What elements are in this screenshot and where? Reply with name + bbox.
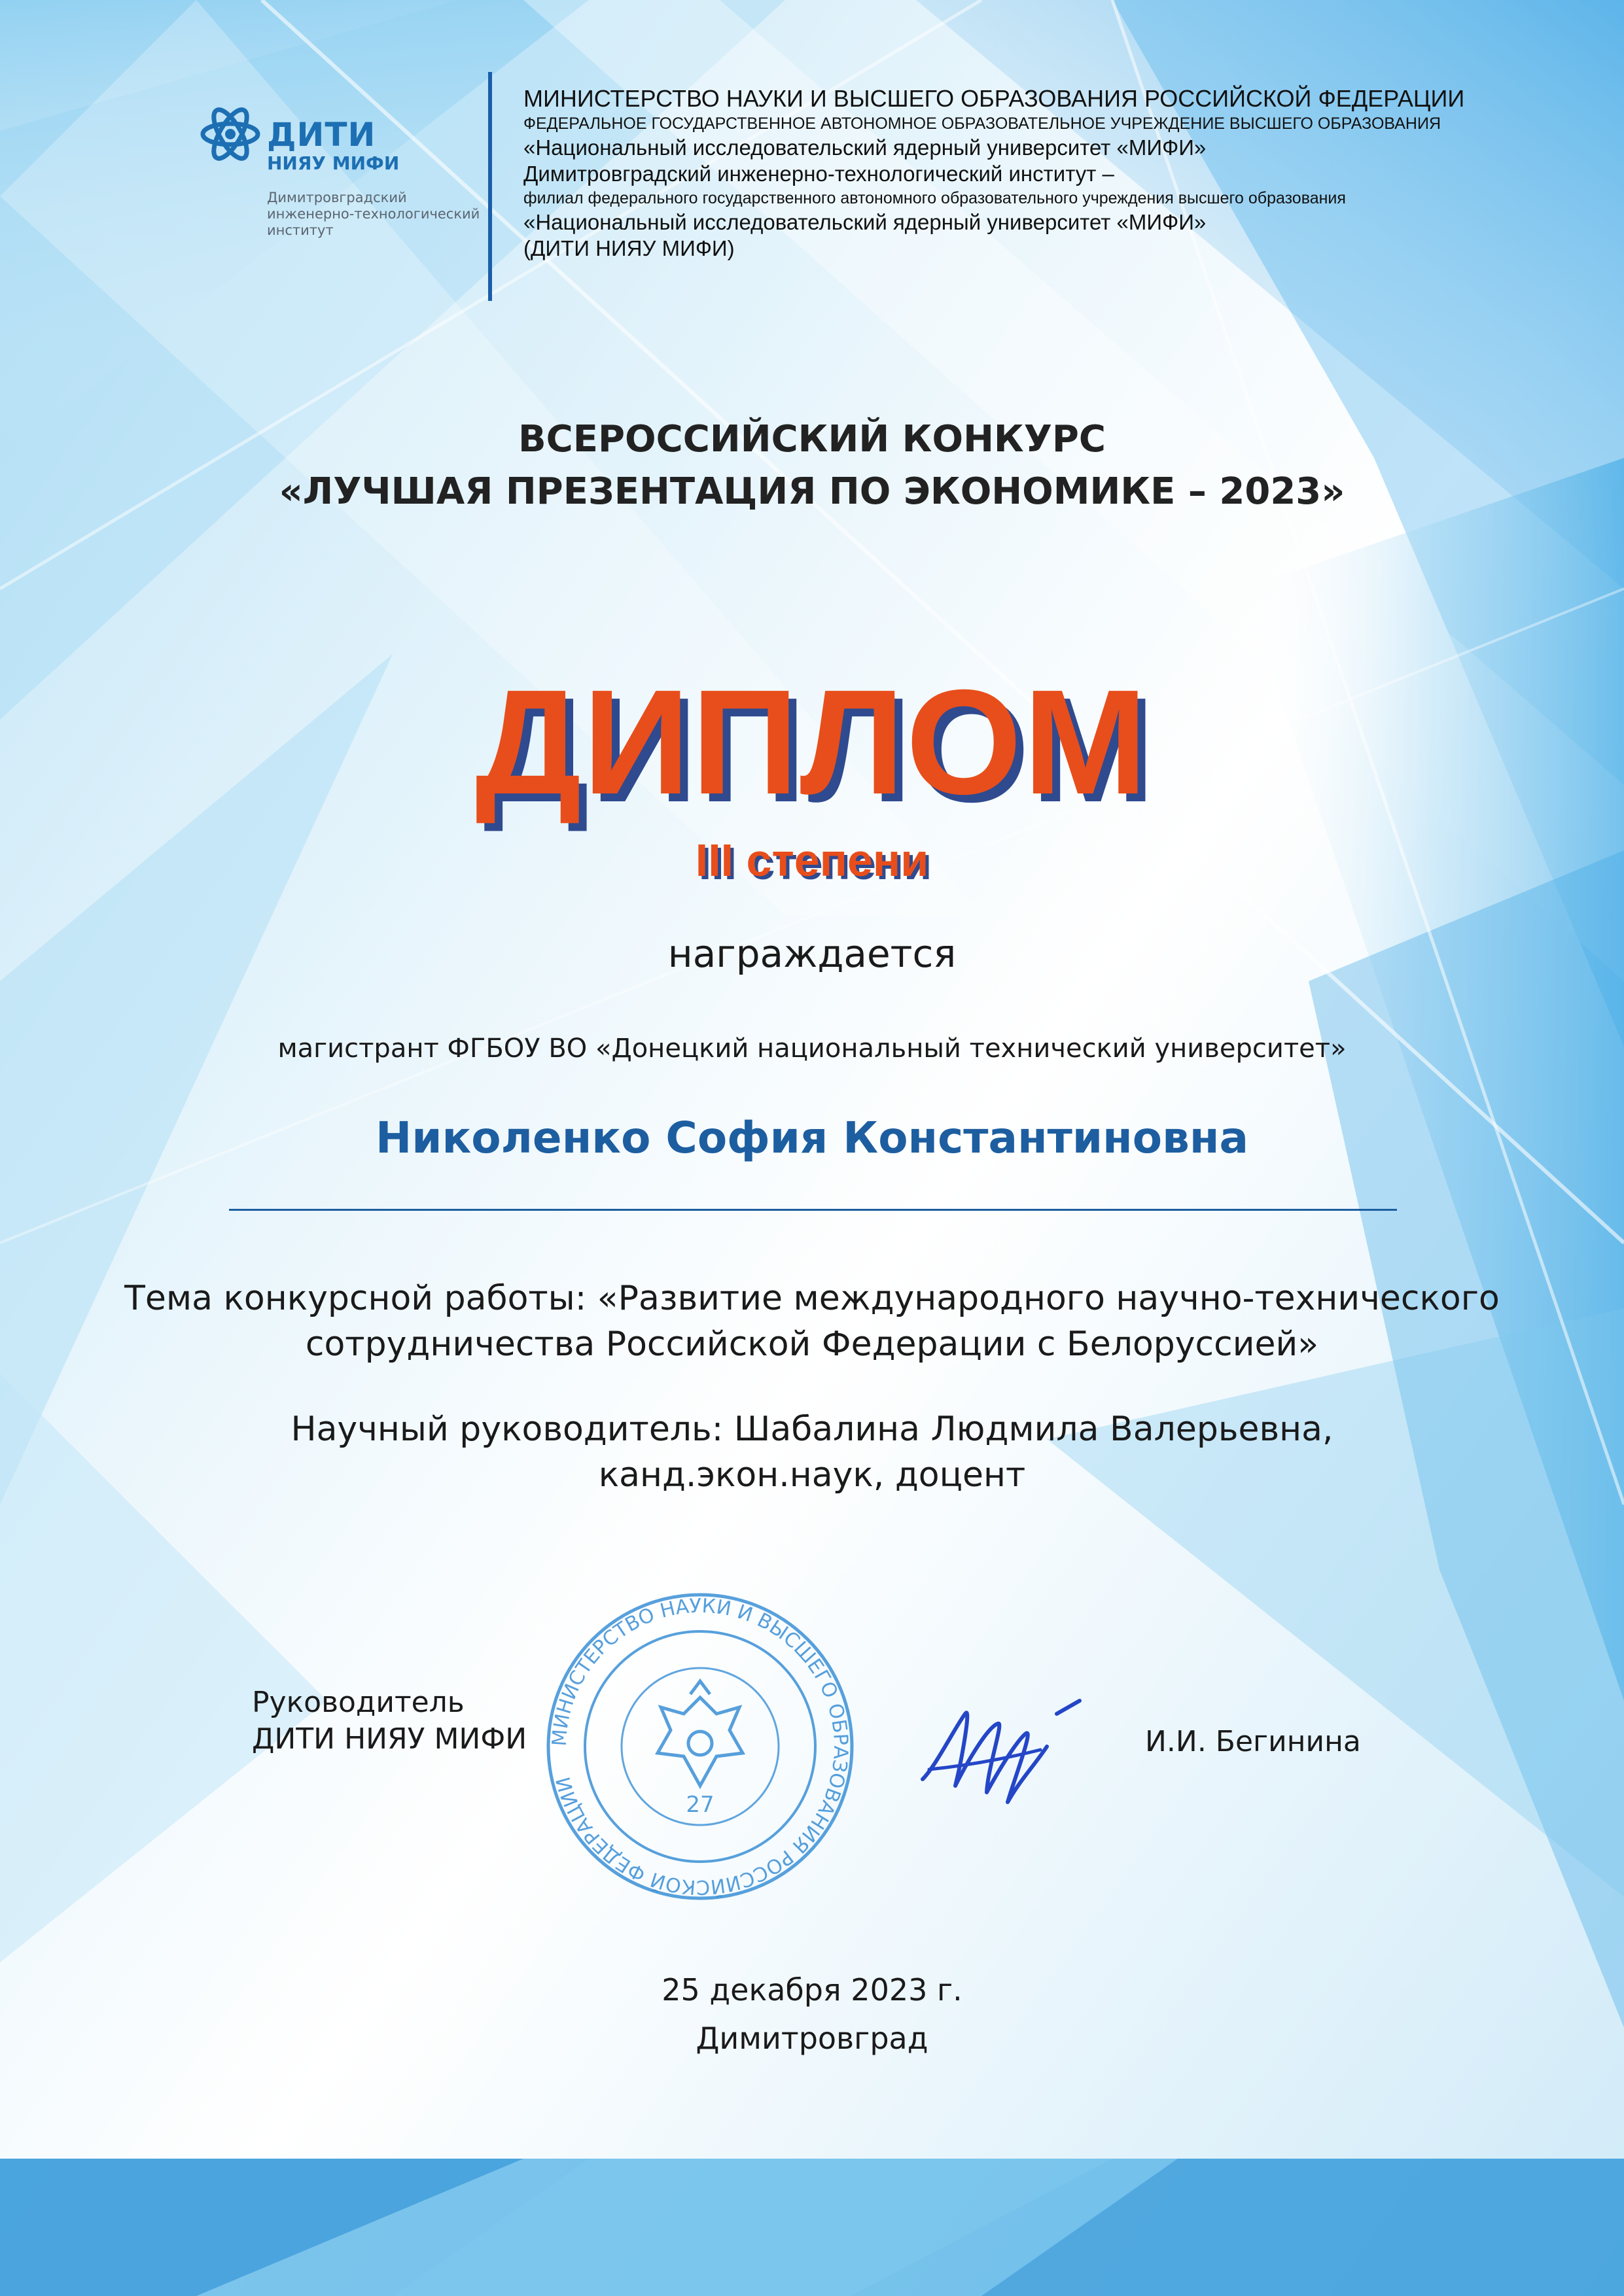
logo-caption-line: Димитровградский bbox=[267, 190, 407, 205]
signatory-role bbox=[252, 1684, 527, 1758]
logo-caption-line: инженерно-технологический bbox=[267, 206, 480, 222]
logo-title: ДИТИ bbox=[267, 116, 376, 154]
work-topic bbox=[0, 1276, 1624, 1367]
header-line: Димитровградский инженерно-технологический институт – bbox=[523, 162, 1114, 186]
work-topic-line: сотрудничества Российской Федерации с Белоруссией» bbox=[305, 1325, 1319, 1364]
contest-title bbox=[0, 413, 1624, 518]
header-line: «Национальный исследовательский ядерный университет «МИФИ» bbox=[523, 135, 1207, 160]
header-line: «Национальный исследовательский ядерный университет «МИФИ» bbox=[523, 210, 1207, 234]
handwritten-signature bbox=[909, 1688, 1093, 1812]
signatory-name: И.И. Бегинина bbox=[1145, 1725, 1361, 1758]
header-line: ФЕДЕРАЛЬНОЕ ГОСУДАРСТВЕННОЕ АВТОНОМНОЕ ОБРАЗОВАТЕЛЬНОЕ УЧРЕЖДЕНИЕ ВЫСШЕГО ОБРАЗОВАНИЯ bbox=[523, 114, 1441, 133]
logo-subtitle: НИЯУ МИФИ bbox=[267, 152, 400, 174]
issue-date-place bbox=[0, 1966, 1624, 2062]
name-underline bbox=[229, 1209, 1397, 1211]
issue-city: Димитровград bbox=[696, 2021, 928, 2056]
diploma-degree: III степени bbox=[695, 835, 929, 886]
coat-of-arms-icon bbox=[658, 1681, 743, 1786]
logo-caption bbox=[267, 190, 483, 239]
issue-date: 25 декабря 2023 г. bbox=[662, 1972, 962, 2008]
institution-header bbox=[523, 85, 1583, 262]
seal-ring-text: МИНИСТЕРСТВО НАУКИ И ВЫСШЕГО ОБРАЗОВАНИЯ РОССИЙСКОЙ ФЕДЕРАЦИИ bbox=[548, 1594, 853, 1899]
logo-wordmark bbox=[267, 116, 399, 174]
contest-title-line: ВСЕРОССИЙСКИЙ КОНКУРС bbox=[518, 418, 1106, 461]
awarded-label: награждается bbox=[667, 931, 957, 976]
official-seal bbox=[543, 1590, 857, 1904]
advisor-line: канд.экон.наук, доцент bbox=[598, 1455, 1026, 1495]
scientific-advisor bbox=[0, 1406, 1624, 1498]
header-line: МИНИСТЕРСТВО НАУКИ И ВЫСШЕГО ОБРАЗОВАНИЯ РОССИЙСКОЙ ФЕДЕРАЦИИ bbox=[523, 85, 1465, 112]
header-divider bbox=[488, 72, 492, 301]
seal-number: 27 bbox=[686, 1792, 715, 1818]
header-line: филиал федерального государственного автономного образовательного учреждения высшего образования bbox=[523, 189, 1346, 207]
recipient-name: Николенко София Константиновна bbox=[375, 1113, 1249, 1163]
recipient-affiliation: магистрант ФГБОУ ВО «Донецкий национальный технический университет» bbox=[277, 1034, 1347, 1064]
signatory-role-line: Руководитель bbox=[252, 1686, 465, 1719]
signatory-role-line: ДИТИ НИЯУ МИФИ bbox=[252, 1722, 527, 1756]
diploma-title: ДИПЛОМ bbox=[475, 659, 1149, 826]
logo-caption-line: институт bbox=[267, 222, 334, 238]
advisor-line: Научный руководитель: Шабалина Людмила Валерьевна, bbox=[291, 1410, 1333, 1449]
work-topic-line: Тема конкурсной работы: «Развитие международного научно-технического bbox=[124, 1279, 1500, 1318]
header-line: (ДИТИ НИЯУ МИФИ) bbox=[523, 236, 735, 260]
contest-title-line: «ЛУЧШАЯ ПРЕЗЕНТАЦИЯ ПО ЭКОНОМИКЕ – 2023» bbox=[279, 470, 1345, 513]
